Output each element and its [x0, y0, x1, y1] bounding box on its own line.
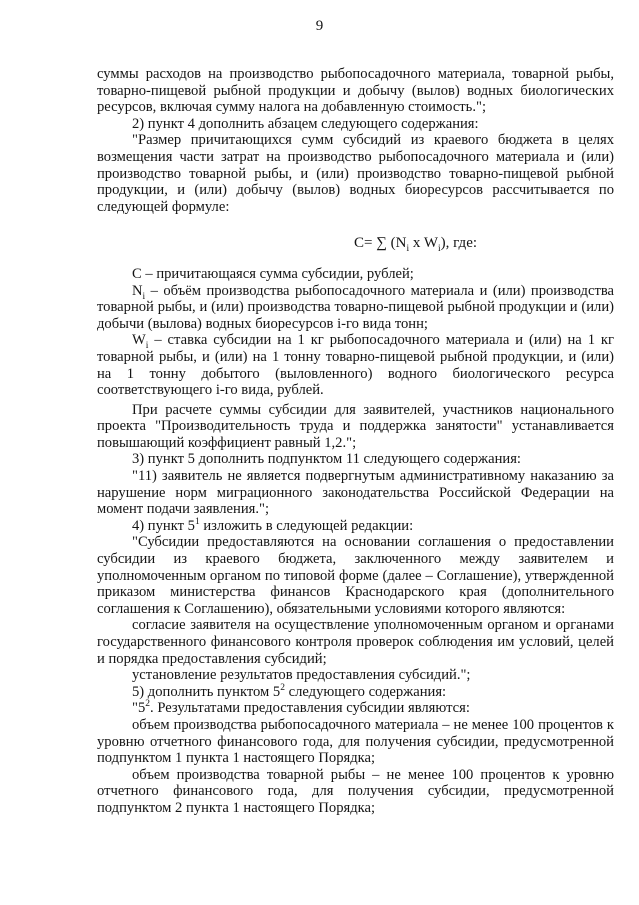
heading-5-2-prefix: "5 [132, 700, 146, 717]
page-number: 9 [315, 18, 324, 34]
definition-n [97, 283, 614, 333]
paragraph-results-setting: установление результатов предоставления субсидий."; [132, 667, 471, 684]
paragraph-5-2-heading [97, 700, 614, 717]
paragraph-result-commercial-fish: объем производства товарной рыбы – не менее 100 процентов к уровню отчетного финансового года, для получения субсидии, предусмотренной подпунктом 2 пункта 1 настоящего Порядка; [97, 766, 614, 816]
definition-w-subscript: i [145, 341, 149, 352]
paragraph-subsidy-size: "Размер причитающихся сумм субсидий из краевого бюджета в целях возмещения части затрат на производство рыбопосадочного материала и (или) производство товарной рыбы, и (или) производство товарно-пищевой рыбной продукции, и (или) добычу (вылов) водных биоресурсов рассчитывается по следующей формуле: [97, 132, 614, 215]
paragraph-item-5 [97, 684, 614, 701]
item-5-superscript: 2 [280, 682, 285, 693]
paragraph-result-stocking-material: объем производства рыбопосадочного материала – не менее 100 процентов к уровню отчетного финансового года, для получения субсидии, предусмотренной подпунктом 1 пункта 1 настоящего Порядка; [97, 716, 614, 767]
paragraph-item-4 [97, 518, 614, 535]
subsidy-formula [217, 235, 614, 255]
paragraph-consent: согласие заявителя на осуществление уполномоченным органом и органами государственного финансового контроля проверок соблюдения им условий, целей и порядка предоставления субсидий; [97, 617, 614, 667]
definition-n-text: – объём производства рыбопосадочного материала и (или) производства товарной рыбы, и (или) производства товарно-пищевой рыбной продукции и (или) добычи (вылова) водных биоресурсов i-го вида тонн; [97, 282, 614, 332]
paragraph-subitem-11: "11) заявитель не является подвергнутым административному наказанию за нарушение норм миграционного законодательства Российской Федерации на момент подачи заявления."; [97, 468, 614, 518]
definition-c: С – причитающаяся сумма субсидии, рублей; [132, 265, 414, 282]
sum-symbol: ∑ [376, 235, 387, 252]
heading-5-2-suffix: . Результатами предоставления субсидии являются: [150, 700, 470, 717]
formula-n-subscript: i [406, 244, 410, 255]
paragraph-coefficient: При расчете суммы субсидии для заявителей, участников национального проекта "Производительность труда и поддержка занятости" устанавливается повышающий коэффициент равный 1,2."; [97, 401, 614, 451]
definition-w-text: – ставка субсидии на 1 кг рыбопосадочного материала и (или) на 1 кг товарной рыбы, и (или) на 1 тонну товарно-пищевой рыбной продукции, и (или) на 1 тонну добытого (выловленного) водного биологического ресурса соответствующего i-го вида, рублей. [97, 332, 614, 399]
definition-w [97, 332, 614, 398]
formula-close: ), где: [440, 235, 478, 252]
definition-w-symbol: W [132, 332, 146, 349]
formula-w-subscript: i [438, 244, 441, 255]
paragraph-item-2: 2) пункт 4 дополнить абзацем следующего содержания: [132, 115, 479, 132]
definition-n-symbol: N [132, 282, 143, 299]
item-5-suffix: следующего содержания: [284, 683, 447, 700]
heading-5-2-superscript: 2 [145, 699, 151, 710]
formula-times: x W [409, 235, 439, 252]
paragraph-item-3: 3) пункт 5 дополнить подпунктом 11 следующего содержания: [132, 451, 521, 468]
definition-n-subscript: i [142, 291, 146, 302]
paragraph-agreement: "Субсидии предоставляются на основании соглашения о предоставлении субсидии из краевого бюджета, заключенного между заявителем и уполномоченным органом по типовой форме (далее – Соглашение), утвержденной приказом министерства финансов Краснодарского края (дополнительного соглашения к Соглашению), обязательными условиями которого являются: [97, 534, 614, 617]
formula-open: (N [386, 235, 407, 252]
item-4-suffix: изложить в следующей редакции: [199, 517, 414, 534]
formula-lhs: C= [353, 235, 373, 252]
item-4-superscript: 1 [194, 516, 200, 527]
document-body [97, 66, 614, 817]
item-5-prefix: 5) дополнить пунктом 5 [132, 683, 281, 700]
item-4-prefix: 4) пункт 5 [132, 517, 195, 534]
paragraph-expenses-continuation: суммы расходов на производство рыбопосадочного материала, товарной рыбы, товарно-пищевой рыбной продукции и добычу (вылов) водных биологических ресурсов, включая сумму налога на добавленную стоимость."; [97, 66, 614, 116]
